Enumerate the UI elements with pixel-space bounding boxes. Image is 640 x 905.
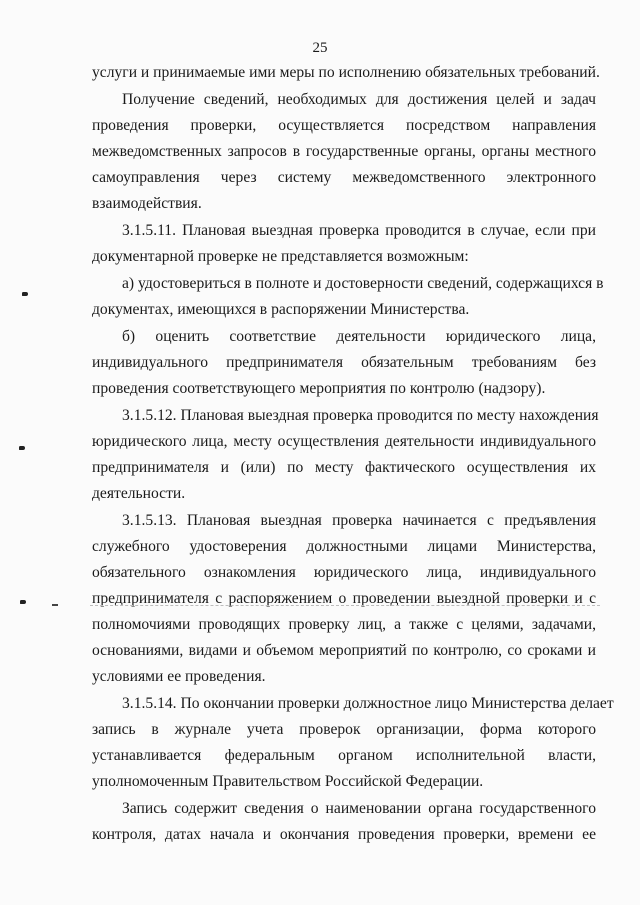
text-line: Запись содержит сведения о наименовании органа государственного bbox=[122, 800, 596, 817]
text-line: 3.1.5.12. Плановая выездная проверка проводится по месту нахождения bbox=[122, 407, 599, 424]
text-line: услуги и принимаемые ими меры по исполнению обязательных требований. bbox=[92, 64, 600, 81]
text-line: условиями ее проведения. bbox=[92, 668, 266, 685]
text-line: 3.1.5.14. По окончании проверки должностное лицо Министерства делает bbox=[122, 695, 614, 712]
text-line: документарной проверке не представляется возможным: bbox=[92, 248, 469, 265]
text-line: контроля, датах начала и окончания проведения проверки, времени ее bbox=[92, 826, 596, 843]
text-line: 3.1.5.11. Плановая выездная проверка проводится в случае, если при bbox=[122, 222, 596, 239]
text-line: проведения проверки, осуществляется посредством направления bbox=[92, 117, 596, 134]
page-number: 25 bbox=[312, 40, 328, 56]
scan-mark bbox=[19, 446, 25, 450]
scan-dash bbox=[52, 604, 58, 606]
text-line: проведения соответствующего мероприятия по контролю (надзору). bbox=[92, 380, 546, 397]
text-line: б) оценить соответствие деятельности юридического лица, bbox=[122, 328, 596, 345]
text-line: обязательного ознакомления юридического лица, индивидуального bbox=[92, 564, 596, 581]
text-line: документах, имеющихся в распоряжении Министерства. bbox=[92, 301, 470, 318]
scan-mark bbox=[20, 600, 26, 604]
text-line: запись в журнале учета проверок организации, форма которого bbox=[92, 721, 596, 738]
text-line: индивидуального предпринимателя обязательным требованиям без bbox=[92, 354, 596, 371]
text-line: взаимодействия. bbox=[92, 195, 202, 212]
text-line: уполномоченным Правительством Российской Федерации. bbox=[92, 773, 484, 790]
text-line: предпринимателя с распоряжением о проведении выездной проверки и с bbox=[92, 590, 596, 607]
text-line: а) удостовериться в полноте и достоверности сведений, содержащихся в bbox=[122, 275, 604, 292]
scan-mark bbox=[22, 292, 28, 296]
text-line: предпринимателя и (или) по месту фактического осуществления их bbox=[92, 459, 596, 476]
text-line: юридического лица, месту осуществления деятельности индивидуального bbox=[92, 433, 596, 450]
text-line: полномочиями проводящих проверку лиц, а также с целями, задачами, bbox=[92, 616, 596, 633]
text-line: служебного удостоверения должностными лицами Министерства, bbox=[92, 538, 596, 555]
scan-line-artifact bbox=[90, 605, 600, 606]
text-line: Получение сведений, необходимых для достижения целей и задач bbox=[122, 91, 596, 108]
text-line: основаниями, видами и объемом мероприятий по контролю, со сроками и bbox=[92, 642, 596, 659]
text-line: самоуправления через систему межведомственного электронного bbox=[92, 169, 596, 186]
text-line: 3.1.5.13. Плановая выездная проверка начинается с предъявления bbox=[122, 512, 596, 529]
text-line: устанавливается федеральным органом исполнительной власти, bbox=[92, 747, 596, 764]
text-line: межведомственных запросов в государственные органы, органы местного bbox=[92, 143, 596, 160]
text-line: деятельности. bbox=[92, 485, 186, 502]
